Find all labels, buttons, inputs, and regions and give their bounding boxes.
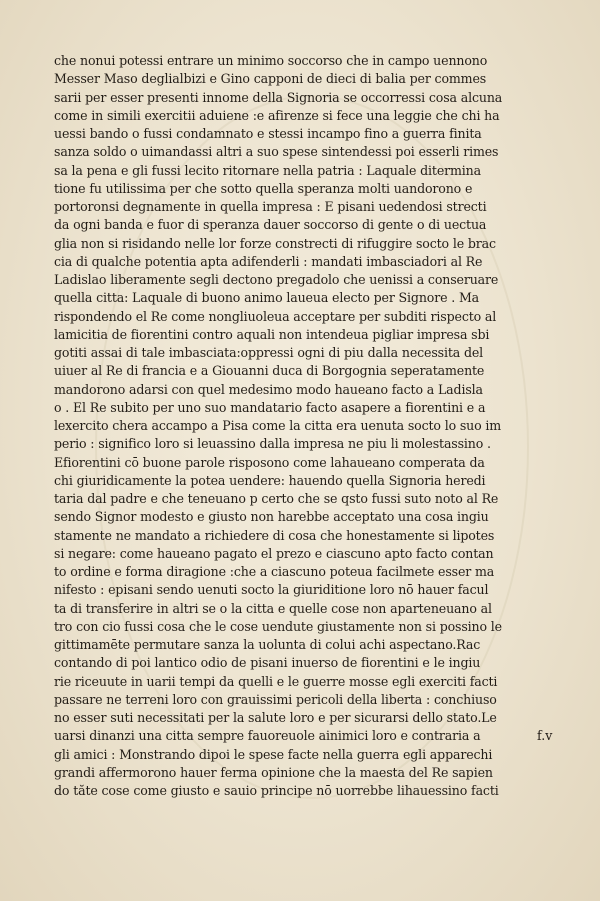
text-line: Efiorentini cō buone parole risposono come lahaueano comperata da — [54, 454, 485, 470]
text-line: ta di transferire in altri se o la citta e quelle cose non aparteneuano al — [54, 600, 492, 616]
text-line: sendo Signor modesto e giusto non harebbe acceptato una cosa ingiu — [54, 509, 489, 525]
text-line: sarii per esser presenti innome della Signoria se occorressi cosa alcuna — [54, 89, 503, 105]
text-line: gittimamēte permutare sanza la uolunta di colui achi aspectano.Rac — [54, 637, 481, 652]
text-body — [54, 52, 574, 800]
text-line: sanza soldo o uimandassi altri a suo spese sintendessi poi esserli rimes — [54, 144, 499, 160]
text-line: lexercito chera accampo a Pisa come la citta era uenuta socto lo suo im — [54, 418, 502, 433]
text-line: stamente ne mandato a richiedere di cosa che honestamente si lipotes — [54, 527, 495, 543]
text-line: lamicitia de fiorentini contro aquali non intendeua pigliar impresa sbi — [54, 326, 490, 342]
text-line: Messer Maso deglialbizi e Gino capponi de dieci di balia per commes — [54, 71, 487, 87]
signature-mark: f.v — [537, 728, 553, 743]
text-line: mandorono adarsi con quel medesimo modo haueano facto a Ladisla — [54, 381, 483, 397]
text-line: che nonui potessi entrare un minimo soccorso che in campo uennono — [54, 53, 488, 68]
text-line: tro con cio fussi cosa che le cose uendute giustamente non si possino le — [54, 618, 502, 634]
text-line: si negare: come haueano pagato el prezo e ciascuno apto facto contan — [54, 545, 494, 561]
text-line: rispondendo el Re come nongliuoleua acceptare per subditi rispecto al — [54, 308, 497, 324]
text-line: da ogni banda e fuor di speranza dauer soccorso di gente o di uectua — [54, 217, 487, 233]
text-line: gli amici : Monstrando dipoi le spese facte nella guerra egli apparechi — [54, 746, 493, 762]
text-line: grandi affermorono hauer ferma opinione che la maesta del Re sapien — [54, 764, 493, 780]
text-line: chi giuridicamente la potea uendere: hauendo quella Signoria heredi — [54, 472, 486, 488]
text-line: portoronsi degnamente in quella impresa : E pisani uedendosi strecti — [54, 199, 487, 214]
text-line: uessi bando o fussi condamnato e stessi incampo fino a guerra finita — [54, 126, 482, 141]
text-line: sa la pena e gli fussi lecito ritornare nella patria : Laquale ditermina — [54, 162, 481, 178]
text-line: gotiti assai di tale imbasciata:oppressi ogni di piu dalla necessita del — [54, 345, 484, 360]
text-line: come in simili exercitii aduiene :e afirenze si fece una leggie che chi ha — [54, 107, 500, 123]
text-line: do tăte cose come giusto e sauio principe nō uorrebbe lihauessino facti — [54, 783, 499, 798]
text-line: nifesto : episani sendo uenuti socto la giuriditione loro nō hauer facul — [54, 582, 489, 598]
text-line: o . El Re subito per uno suo mandatario facto asapere a fiorentini e a — [54, 399, 486, 415]
text-line: uarsi dinanzi una citta sempre fauoreuole ainimici loro e contraria a — [54, 728, 481, 744]
text-line: glia non si risidando nelle lor forze constrecti di rifuggire socto le brac — [54, 235, 496, 251]
text-line: rie riceuute in uarii tempi da quelli e le guerre mosse egli exerciti facti — [54, 673, 498, 689]
text-line: Ladislao liberamente segli dectono pregadolo che uenissi a conseruare — [54, 272, 499, 287]
text-line: taria dal padre e che teneuano p certo che se qsto fussi suto noto al Re — [54, 491, 499, 506]
text-line: to ordine e forma diragione :che a ciascuno poteua facilmete esser ma — [54, 564, 495, 579]
text-line: uiuer al Re di francia e a Giouanni duca di Borgognia seperatamente — [54, 363, 485, 379]
text-line: cia di qualche potentia apta adifenderli : mandati imbasciadori al Re — [54, 253, 483, 269]
text-line: passare ne terreni loro con grauissimi pericoli della liberta : conchiuso — [54, 691, 497, 707]
text-line: no esser suti necessitati per la salute loro e per sicurarsi dello stato.Le — [54, 710, 497, 725]
text-line: quella citta: Laquale di buono animo laueua electo per Signore . Ma — [54, 290, 480, 306]
text-line: perio : significo loro si leuassino dalla impresa ne piu li molestassino . — [54, 436, 491, 452]
text-line: tione fu utilissima per che sotto quella speranza molti uandorono e — [54, 180, 473, 196]
text-line: contando di poi lantico odio de pisani inuerso de fiorentini e le ingiu — [54, 655, 481, 671]
